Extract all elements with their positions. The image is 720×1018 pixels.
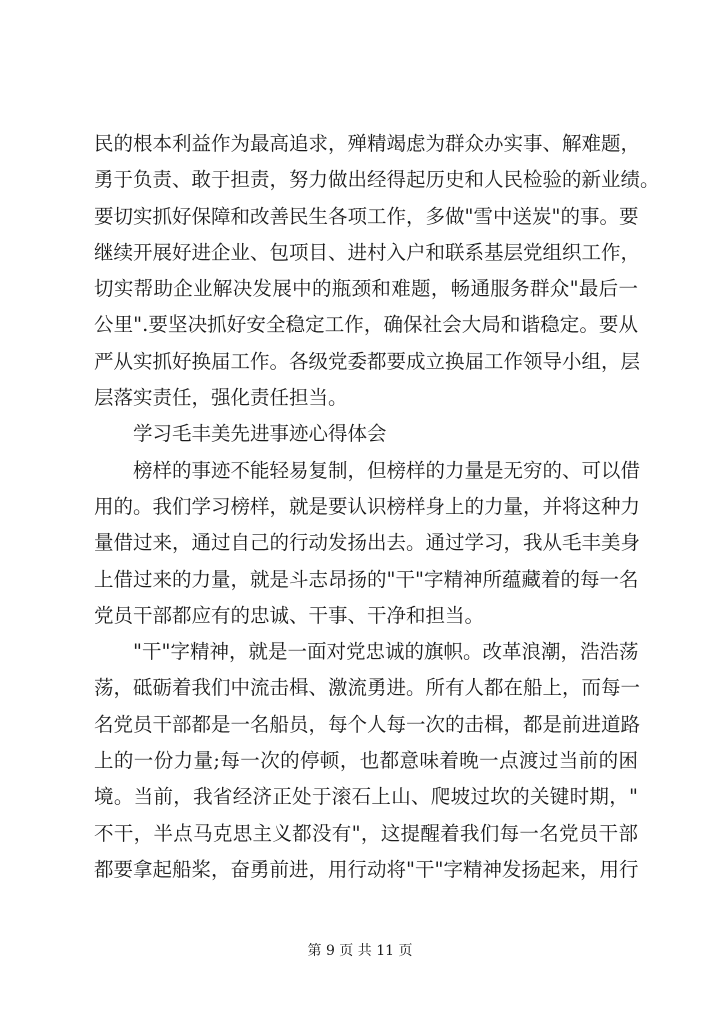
text-line: 都要拿起船桨，奋勇前进，用行动将"干"字精神发扬起来，用行 (94, 857, 639, 881)
section-title (94, 416, 638, 452)
text-line: 不干，半点马克思主义都没有"，这提醒着我们每一名党员干部 (94, 821, 638, 845)
text-line: 荡，砥砺着我们中流击楫、激流勇进。所有人都在船上，而每一 (94, 676, 641, 700)
text-line: 切实帮助企业解决发展中的瓶颈和难题，畅通服务群众"最后一 (94, 277, 638, 301)
text-line: 勇于负责、敢于担责，努力做出经得起历史和人民检验的新业绩。 (94, 168, 660, 192)
text-line: 上借过来的力量，就是斗志昂扬的"干"字精神所蕴藏着的每一名 (94, 567, 639, 591)
text-line: "干"字精神，就是一面对党忠诚的旗帜。改革浪潮，浩浩荡 (94, 640, 639, 664)
text-line: 要切实抓好保障和改善民生各项工作，多做"雪中送炭"的事。要 (94, 204, 639, 228)
text-line: 继续开展好进企业、包项目、进村入户和联系基层党组织工作， (94, 240, 641, 264)
text-line: 公里".要坚决抓好安全稳定工作，确保社会大局和谐稳定。要从 (94, 313, 638, 337)
text-line: 严从实抓好换届工作。各级党委都要成立换届工作领导小组，层 (94, 349, 641, 373)
text-line: 上的一份力量;每一次的停顿，也都意味着晚一点渡过当前的困 (94, 749, 638, 773)
text-line: 量借过来，通过自己的行动发扬出去。通过学习，我从毛丰美身 (94, 531, 641, 555)
paragraph-gan-spirit (94, 634, 641, 888)
text-line: 层落实责任，强化责任担当。 (94, 386, 348, 410)
text-line: 名党员干部都是一名船员，每个人每一次的击楫，都是前进道路 (94, 712, 641, 736)
section-title-text: 学习毛丰美先进事迹心得体会 (94, 422, 387, 446)
page-number-footer: 第 9 页 共 11 页 (307, 943, 413, 959)
paragraph-role-model (94, 453, 641, 634)
text-line: 榜样的事迹不能轻易复制，但榜样的力量是无穷的、可以借 (94, 458, 641, 482)
document-body (94, 126, 660, 888)
text-line: 民的根本利益作为最高追求，殚精竭虑为群众办实事、解难题， (94, 132, 641, 155)
text-line: 用的。我们学习榜样，就是要认识榜样身上的力量，并将这种力 (94, 494, 641, 518)
text-line: 党员干部都应有的忠诚、干事、干净和担当。 (94, 603, 485, 627)
text-line: 境。当前，我省经济正处于滚石上山、爬坡过坎的关键时期，" (94, 785, 638, 809)
paragraph-continuation (94, 126, 660, 416)
